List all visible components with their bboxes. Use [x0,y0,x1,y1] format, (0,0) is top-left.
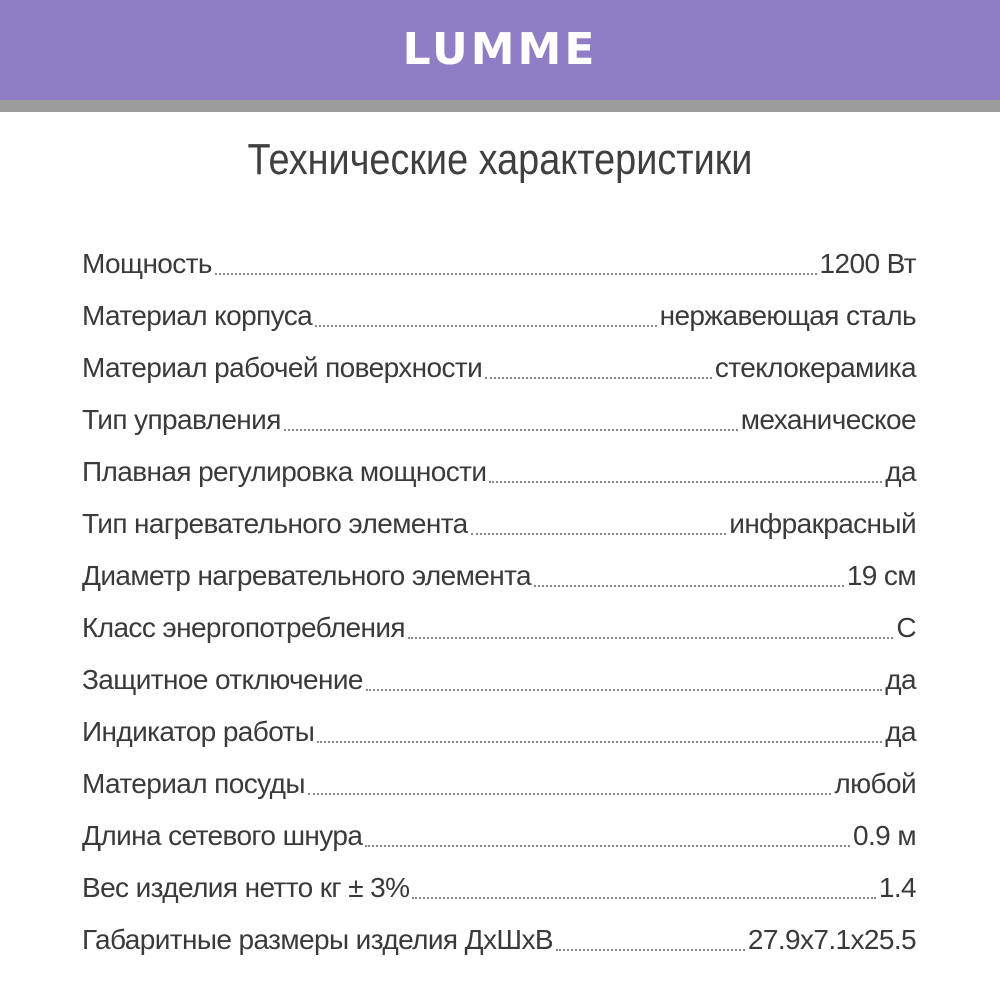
spec-list [82,232,916,960]
spec-value: да [885,664,916,695]
spec-row-dimensions [82,908,916,960]
dotted-leader [284,429,738,431]
spec-value: 0.9 м [853,820,916,851]
dotted-leader [412,897,875,899]
header-bar [0,0,1000,100]
spec-row-net-weight [82,856,916,908]
spec-value: 1.4 [878,872,916,903]
spec-label: Класс энергопотребления [82,612,405,643]
spec-value: да [885,456,916,487]
spec-label: Материал посуды [82,768,305,799]
spec-value: любой [834,768,916,799]
spec-value: 27.9х7.1х25.5 [747,924,916,955]
spec-row-control-type [82,388,916,440]
spec-row-energy-class [82,596,916,648]
spec-row-heating-diameter [82,544,916,596]
spec-row-heating-type [82,492,916,544]
spec-value: да [885,716,916,747]
spec-label: Мощность [82,248,212,279]
brand-logo: LUMME [402,24,598,75]
spec-label: Габаритные размеры изделия ДхШхВ [82,924,553,955]
spec-value: 19 см [846,560,916,591]
dotted-leader [534,585,844,587]
spec-value: С [896,612,916,643]
dotted-leader [215,273,817,275]
dotted-leader [489,481,882,483]
spec-value: нержавеющая сталь [659,300,916,331]
dotted-leader [366,689,882,691]
spec-row-cookware [82,752,916,804]
spec-row-power [82,232,916,284]
spec-label: Материал корпуса [82,300,313,331]
spec-row-safety-shutoff [82,648,916,700]
spec-row-body-material [82,284,916,336]
spec-value: 1200 Вт [819,248,916,279]
spec-value: стеклокерамика [714,352,916,383]
header-divider [0,100,1000,112]
spec-label: Диаметр нагревательного элемента [82,560,531,591]
spec-value: инфракрасный [729,508,916,539]
dotted-leader [556,949,745,951]
spec-label: Вес изделия нетто кг ± 3% [82,872,410,903]
page-title: Технические характеристики [247,135,753,184]
spec-row-surface-material [82,336,916,388]
spec-row-indicator [82,700,916,752]
spec-label: Защитное отключение [82,664,363,695]
dotted-leader [308,793,832,795]
spec-label: Длина сетевого шнура [82,820,363,851]
spec-label: Тип управления [82,404,281,435]
spec-value: механическое [740,404,916,435]
dotted-leader [485,377,712,379]
dotted-leader [317,741,882,743]
spec-label: Плавная регулировка мощности [82,456,487,487]
dotted-leader [408,637,893,639]
dotted-leader [365,845,850,847]
spec-label: Тип нагревательного элемента [82,508,468,539]
spec-label: Индикатор работы [82,716,315,747]
dotted-leader [471,533,727,535]
dotted-leader [315,325,656,327]
spec-row-smooth-power [82,440,916,492]
spec-row-cord-length [82,804,916,856]
spec-label: Материал рабочей поверхности [82,352,483,383]
